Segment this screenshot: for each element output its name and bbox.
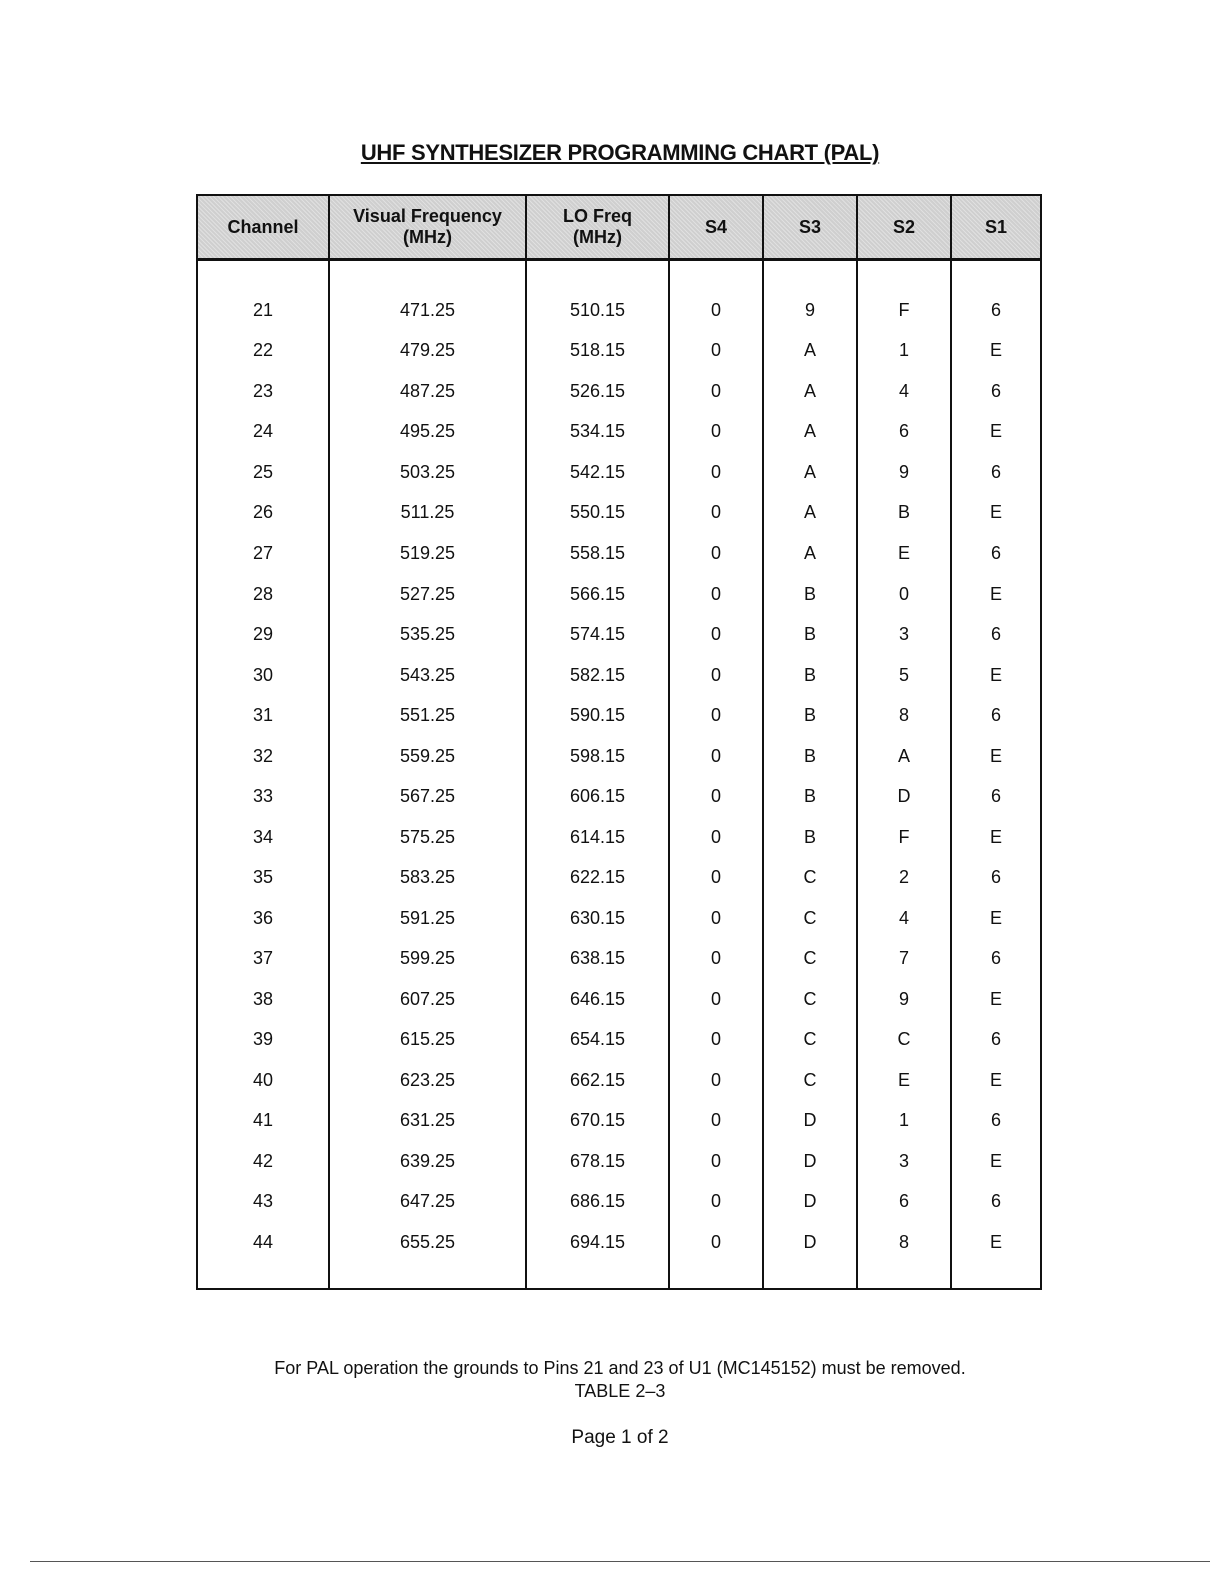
cell-visual-frequency: 623.25 xyxy=(329,1060,526,1101)
bottom-rule xyxy=(30,1561,1210,1562)
cell-s3: D xyxy=(763,1141,857,1182)
header-channel xyxy=(198,196,329,260)
cell-s1: E xyxy=(989,502,1002,523)
cell-visual-frequency: 655.25 xyxy=(329,1222,526,1263)
cell-s2: B xyxy=(857,493,951,534)
cell-s1: E xyxy=(989,583,1002,604)
cell-s2: 3 xyxy=(857,614,951,655)
cell-visual-frequency: 511.25 xyxy=(329,493,526,534)
header-lo-freq-line2: (MHz) xyxy=(573,227,622,247)
cell-channel: 22 xyxy=(198,331,329,372)
cell-s2: 4 xyxy=(857,898,951,939)
cell-s4: 0 xyxy=(669,695,763,736)
cell-lo-frequency: 510.15 xyxy=(526,290,669,331)
header-visual-frequency xyxy=(329,196,526,260)
cell-s2: 8 xyxy=(857,1222,951,1263)
table-row xyxy=(198,857,1040,898)
cell-visual-frequency: 535.25 xyxy=(329,614,526,655)
header-channel-label: Channel xyxy=(227,216,299,237)
cell-s1: 6 xyxy=(990,299,1001,320)
cell-visual-frequency: 639.25 xyxy=(329,1141,526,1182)
cell-s2: 4 xyxy=(857,371,951,412)
cell-s3: B xyxy=(763,736,857,777)
table-row xyxy=(198,776,1040,817)
cell-visual-frequency: 599.25 xyxy=(329,939,526,980)
cell-lo-frequency: 542.15 xyxy=(526,452,669,493)
cell-channel: 25 xyxy=(198,452,329,493)
cell-s1: E xyxy=(989,745,1002,766)
cell-s4: 0 xyxy=(669,898,763,939)
cell-s1: 6 xyxy=(990,948,1001,969)
table-row xyxy=(198,939,1040,980)
cell-visual-frequency: 471.25 xyxy=(329,290,526,331)
cell-channel: 27 xyxy=(198,533,329,574)
cell-s3: C xyxy=(763,979,857,1020)
cell-s2: 5 xyxy=(857,655,951,696)
cell-visual-frequency: 519.25 xyxy=(329,533,526,574)
header-s3 xyxy=(763,196,857,260)
cell-s2: 1 xyxy=(857,331,951,372)
cell-s3: C xyxy=(763,857,857,898)
cell-s2: 7 xyxy=(857,939,951,980)
cell-s4: 0 xyxy=(669,412,763,453)
cell-s1: 6 xyxy=(990,461,1001,482)
cell-s1: 6 xyxy=(990,1110,1001,1131)
cell-s3: A xyxy=(763,533,857,574)
cell-s1: E xyxy=(989,1232,1002,1252)
cell-visual-frequency: 631.25 xyxy=(329,1101,526,1142)
cell-s1: 6 xyxy=(990,705,1001,726)
cell-s1: 6 xyxy=(990,786,1001,807)
cell-lo-frequency: 606.15 xyxy=(526,776,669,817)
table-row xyxy=(198,493,1040,534)
cell-s4: 0 xyxy=(669,857,763,898)
cell-s2: 9 xyxy=(857,979,951,1020)
cell-visual-frequency: 647.25 xyxy=(329,1182,526,1223)
cell-s3: 9 xyxy=(763,290,857,331)
cell-s1: 6 xyxy=(990,624,1001,645)
cell-s1: 6 xyxy=(990,1191,1001,1212)
table-row xyxy=(198,695,1040,736)
pal-operation-note: For PAL operation the grounds to Pins 21 and 23 of U1 (MC145152) must be removed. xyxy=(274,1358,966,1378)
cell-s3: D xyxy=(763,1222,857,1263)
cell-s4: 0 xyxy=(669,979,763,1020)
cell-channel: 30 xyxy=(198,655,329,696)
cell-s3: A xyxy=(763,371,857,412)
cell-s1: E xyxy=(989,1069,1002,1090)
cell-visual-frequency: 583.25 xyxy=(329,857,526,898)
cell-lo-frequency: 630.15 xyxy=(526,898,669,939)
header-visual-frequency-line1: Visual Frequency xyxy=(353,206,502,226)
table-row xyxy=(198,1182,1040,1223)
cell-lo-frequency: 670.15 xyxy=(526,1101,669,1142)
cell-channel: 41 xyxy=(198,1101,329,1142)
cell-s3: C xyxy=(763,1060,857,1101)
cell-s3: A xyxy=(763,412,857,453)
cell-s3: A xyxy=(763,452,857,493)
cell-channel: 23 xyxy=(198,371,329,412)
cell-visual-frequency: 615.25 xyxy=(329,1020,526,1061)
page-number: Page 1 of 2 xyxy=(571,1427,669,1448)
header-s2 xyxy=(857,196,951,260)
cell-s3: D xyxy=(763,1101,857,1142)
cell-s3: B xyxy=(763,574,857,615)
cell-s2: 2 xyxy=(857,857,951,898)
cell-s3: B xyxy=(763,776,857,817)
cell-lo-frequency: 646.15 xyxy=(526,979,669,1020)
cell-s4: 0 xyxy=(669,493,763,534)
table-row xyxy=(198,1222,1040,1263)
cell-s4: 0 xyxy=(669,1222,763,1263)
cell-s1: 6 xyxy=(990,867,1001,888)
cell-s2: 9 xyxy=(857,452,951,493)
cell-s4: 0 xyxy=(669,1101,763,1142)
cell-visual-frequency: 559.25 xyxy=(329,736,526,777)
cell-s3: A xyxy=(763,493,857,534)
header-row xyxy=(198,196,1040,260)
header-s4 xyxy=(669,196,763,260)
cell-s1: E xyxy=(989,340,1002,361)
cell-s3: B xyxy=(763,695,857,736)
cell-s4: 0 xyxy=(669,371,763,412)
cell-s2: F xyxy=(857,817,951,858)
cell-s4: 0 xyxy=(669,1060,763,1101)
cell-lo-frequency: 686.15 xyxy=(526,1182,669,1223)
cell-channel: 43 xyxy=(198,1182,329,1223)
header-s1 xyxy=(951,196,1040,260)
cell-channel: 24 xyxy=(198,412,329,453)
header-s4-label: S4 xyxy=(704,216,728,237)
cell-lo-frequency: 614.15 xyxy=(526,817,669,858)
page-title: UHF SYNTHESIZER PROGRAMMING CHART (PAL) xyxy=(360,140,880,165)
cell-visual-frequency: 551.25 xyxy=(329,695,526,736)
cell-s4: 0 xyxy=(669,817,763,858)
cell-visual-frequency: 607.25 xyxy=(329,979,526,1020)
cell-lo-frequency: 590.15 xyxy=(526,695,669,736)
cell-channel: 37 xyxy=(198,939,329,980)
cell-s3: B xyxy=(763,655,857,696)
header-lo-freq xyxy=(526,196,669,260)
cell-s1: 6 xyxy=(990,542,1001,563)
cell-s4: 0 xyxy=(669,655,763,696)
cell-channel: 28 xyxy=(198,574,329,615)
table-row xyxy=(198,371,1040,412)
cell-s1: E xyxy=(989,907,1002,928)
cell-visual-frequency: 591.25 xyxy=(329,898,526,939)
cell-s2: F xyxy=(857,290,951,331)
cell-s1: E xyxy=(989,1150,1002,1171)
table-row xyxy=(198,655,1040,696)
cell-lo-frequency: 654.15 xyxy=(526,1020,669,1061)
cell-lo-frequency: 622.15 xyxy=(526,857,669,898)
cell-s2: A xyxy=(857,736,951,777)
cell-s4: 0 xyxy=(669,290,763,331)
cell-lo-frequency: 694.15 xyxy=(526,1222,669,1263)
cell-lo-frequency: 678.15 xyxy=(526,1141,669,1182)
cell-s4: 0 xyxy=(669,533,763,574)
cell-s3: C xyxy=(763,1020,857,1061)
cell-lo-frequency: 550.15 xyxy=(526,493,669,534)
cell-s4: 0 xyxy=(669,452,763,493)
cell-channel: 44 xyxy=(198,1222,329,1263)
cell-lo-frequency: 662.15 xyxy=(526,1060,669,1101)
cell-s3: B xyxy=(763,614,857,655)
cell-s4: 0 xyxy=(669,331,763,372)
cell-s2: 8 xyxy=(857,695,951,736)
table-row xyxy=(198,290,1040,331)
cell-s2: C xyxy=(857,1020,951,1061)
cell-channel: 26 xyxy=(198,493,329,534)
table-row xyxy=(198,1020,1040,1061)
header-s2-label: S2 xyxy=(892,216,916,237)
cell-lo-frequency: 638.15 xyxy=(526,939,669,980)
cell-lo-frequency: 566.15 xyxy=(526,574,669,615)
cell-visual-frequency: 575.25 xyxy=(329,817,526,858)
cell-s4: 0 xyxy=(669,1141,763,1182)
cell-s1: 6 xyxy=(990,380,1001,401)
cell-channel: 34 xyxy=(198,817,329,858)
header-s3-label: S3 xyxy=(798,216,822,237)
cell-s1: E xyxy=(989,664,1002,685)
table-row xyxy=(198,817,1040,858)
cell-lo-frequency: 534.15 xyxy=(526,412,669,453)
table-label: TABLE 2–3 xyxy=(574,1381,666,1401)
cell-channel: 40 xyxy=(198,1060,329,1101)
cell-s2: E xyxy=(857,1060,951,1101)
cell-lo-frequency: 518.15 xyxy=(526,331,669,372)
cell-s2: 1 xyxy=(857,1101,951,1142)
cell-channel: 32 xyxy=(198,736,329,777)
table-row xyxy=(198,979,1040,1020)
table-row xyxy=(198,331,1040,372)
cell-s4: 0 xyxy=(669,1020,763,1061)
cell-channel: 42 xyxy=(198,1141,329,1182)
table-row xyxy=(198,574,1040,615)
cell-visual-frequency: 527.25 xyxy=(329,574,526,615)
programming-chart xyxy=(196,194,1042,1290)
cell-s3: C xyxy=(763,898,857,939)
cell-s4: 0 xyxy=(669,939,763,980)
table-row xyxy=(198,533,1040,574)
cell-channel: 33 xyxy=(198,776,329,817)
cell-s2: 6 xyxy=(857,1182,951,1223)
cell-visual-frequency: 487.25 xyxy=(329,371,526,412)
cell-s2: E xyxy=(857,533,951,574)
cell-s2: D xyxy=(857,776,951,817)
cell-s3: B xyxy=(763,817,857,858)
table-body xyxy=(198,260,1040,1289)
table-spacer-row xyxy=(198,260,1040,291)
cell-s3: D xyxy=(763,1182,857,1223)
cell-channel: 31 xyxy=(198,695,329,736)
cell-channel: 35 xyxy=(198,857,329,898)
cell-s1: 6 xyxy=(990,1029,1001,1050)
table-row xyxy=(198,1101,1040,1142)
cell-s4: 0 xyxy=(669,574,763,615)
table-row xyxy=(198,1141,1040,1182)
cell-visual-frequency: 503.25 xyxy=(329,452,526,493)
cell-visual-frequency: 479.25 xyxy=(329,331,526,372)
table-row xyxy=(198,452,1040,493)
cell-s1: E xyxy=(989,988,1002,1009)
cell-channel: 21 xyxy=(198,290,329,331)
cell-s4: 0 xyxy=(669,736,763,777)
cell-lo-frequency: 574.15 xyxy=(526,614,669,655)
cell-s1: E xyxy=(989,826,1002,847)
table-row xyxy=(198,736,1040,777)
table-row xyxy=(198,412,1040,453)
header-lo-freq-line1: LO Freq xyxy=(562,206,632,226)
table-spacer-row xyxy=(198,1263,1040,1288)
cell-s2: 6 xyxy=(857,412,951,453)
cell-s4: 0 xyxy=(669,614,763,655)
cell-channel: 36 xyxy=(198,898,329,939)
cell-channel: 39 xyxy=(198,1020,329,1061)
cell-s3: A xyxy=(763,331,857,372)
table-row xyxy=(198,898,1040,939)
table-row xyxy=(198,1060,1040,1101)
cell-lo-frequency: 526.15 xyxy=(526,371,669,412)
cell-s4: 0 xyxy=(669,1182,763,1223)
header-s1-label: S1 xyxy=(984,216,1008,237)
programming-table xyxy=(198,196,1040,1288)
cell-s2: 0 xyxy=(857,574,951,615)
cell-visual-frequency: 543.25 xyxy=(329,655,526,696)
cell-s4: 0 xyxy=(669,776,763,817)
cell-lo-frequency: 598.15 xyxy=(526,736,669,777)
cell-channel: 29 xyxy=(198,614,329,655)
cell-channel: 38 xyxy=(198,979,329,1020)
cell-s2: 3 xyxy=(857,1141,951,1182)
header-visual-frequency-line2: (MHz) xyxy=(403,227,452,247)
table-row xyxy=(198,614,1040,655)
cell-lo-frequency: 558.15 xyxy=(526,533,669,574)
cell-lo-frequency: 582.15 xyxy=(526,655,669,696)
cell-s1: E xyxy=(989,421,1002,442)
cell-visual-frequency: 495.25 xyxy=(329,412,526,453)
cell-visual-frequency: 567.25 xyxy=(329,776,526,817)
cell-s3: C xyxy=(763,939,857,980)
